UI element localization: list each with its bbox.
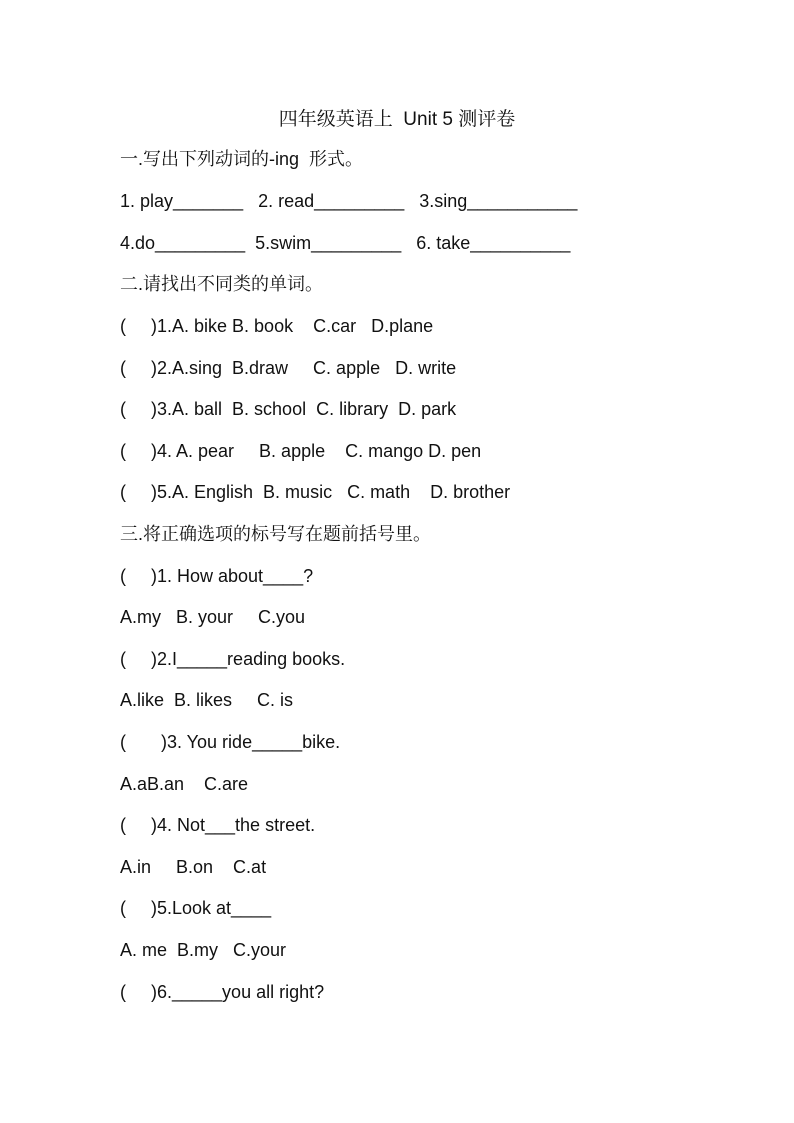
section-1-row-1: 1. play_______ 2. read_________ 3.sing___________ <box>120 191 578 211</box>
section-2-item: ( )1.A. bike B. book C.car D.plane <box>120 316 434 336</box>
section-3-question: ( )5.Look at____ <box>120 898 272 918</box>
section-2-heading: 二.请找出不同类的单词。 <box>120 274 323 294</box>
section-3-options: A.like B. likes C. is <box>120 690 294 710</box>
section-3-question: ( )1. How about____? <box>120 566 314 586</box>
section-2-item: ( )3.A. ball B. school C. library D. park <box>120 399 457 419</box>
section-2-item: ( )5.A. English B. music C. math D. brother <box>120 482 511 502</box>
section-1-heading: 一.写出下列动词的-ing 形式。 <box>120 149 364 169</box>
section-3-question: ( )2.I_____reading books. <box>120 649 346 669</box>
section-3-question: ( )6._____you all right? <box>120 982 325 1002</box>
section-3-options: A.in B.on C.at <box>120 857 267 877</box>
section-3-question: ( )3. You ride_____bike. <box>120 732 341 752</box>
section-2-item: ( )4. A. pear B. apple C. mango D. pen <box>120 441 482 461</box>
section-3-question: ( )4. Not___the street. <box>120 815 316 835</box>
section-3-options: A. me B.my C.your <box>120 940 287 960</box>
section-3-heading: 三.将正确选项的标号写在题前括号里。 <box>120 524 431 544</box>
section-2-item: ( )2.A.sing B.draw C. apple D. write <box>120 358 457 378</box>
section-3-options: A.my B. your C.you <box>120 607 306 627</box>
page-title: 四年级英语上 Unit 5 测评卷 <box>278 109 516 130</box>
section-1-row-2: 4.do_________ 5.swim_________ 6. take__________ <box>120 233 571 253</box>
section-3-options: A.aB.an C.are <box>120 774 249 794</box>
